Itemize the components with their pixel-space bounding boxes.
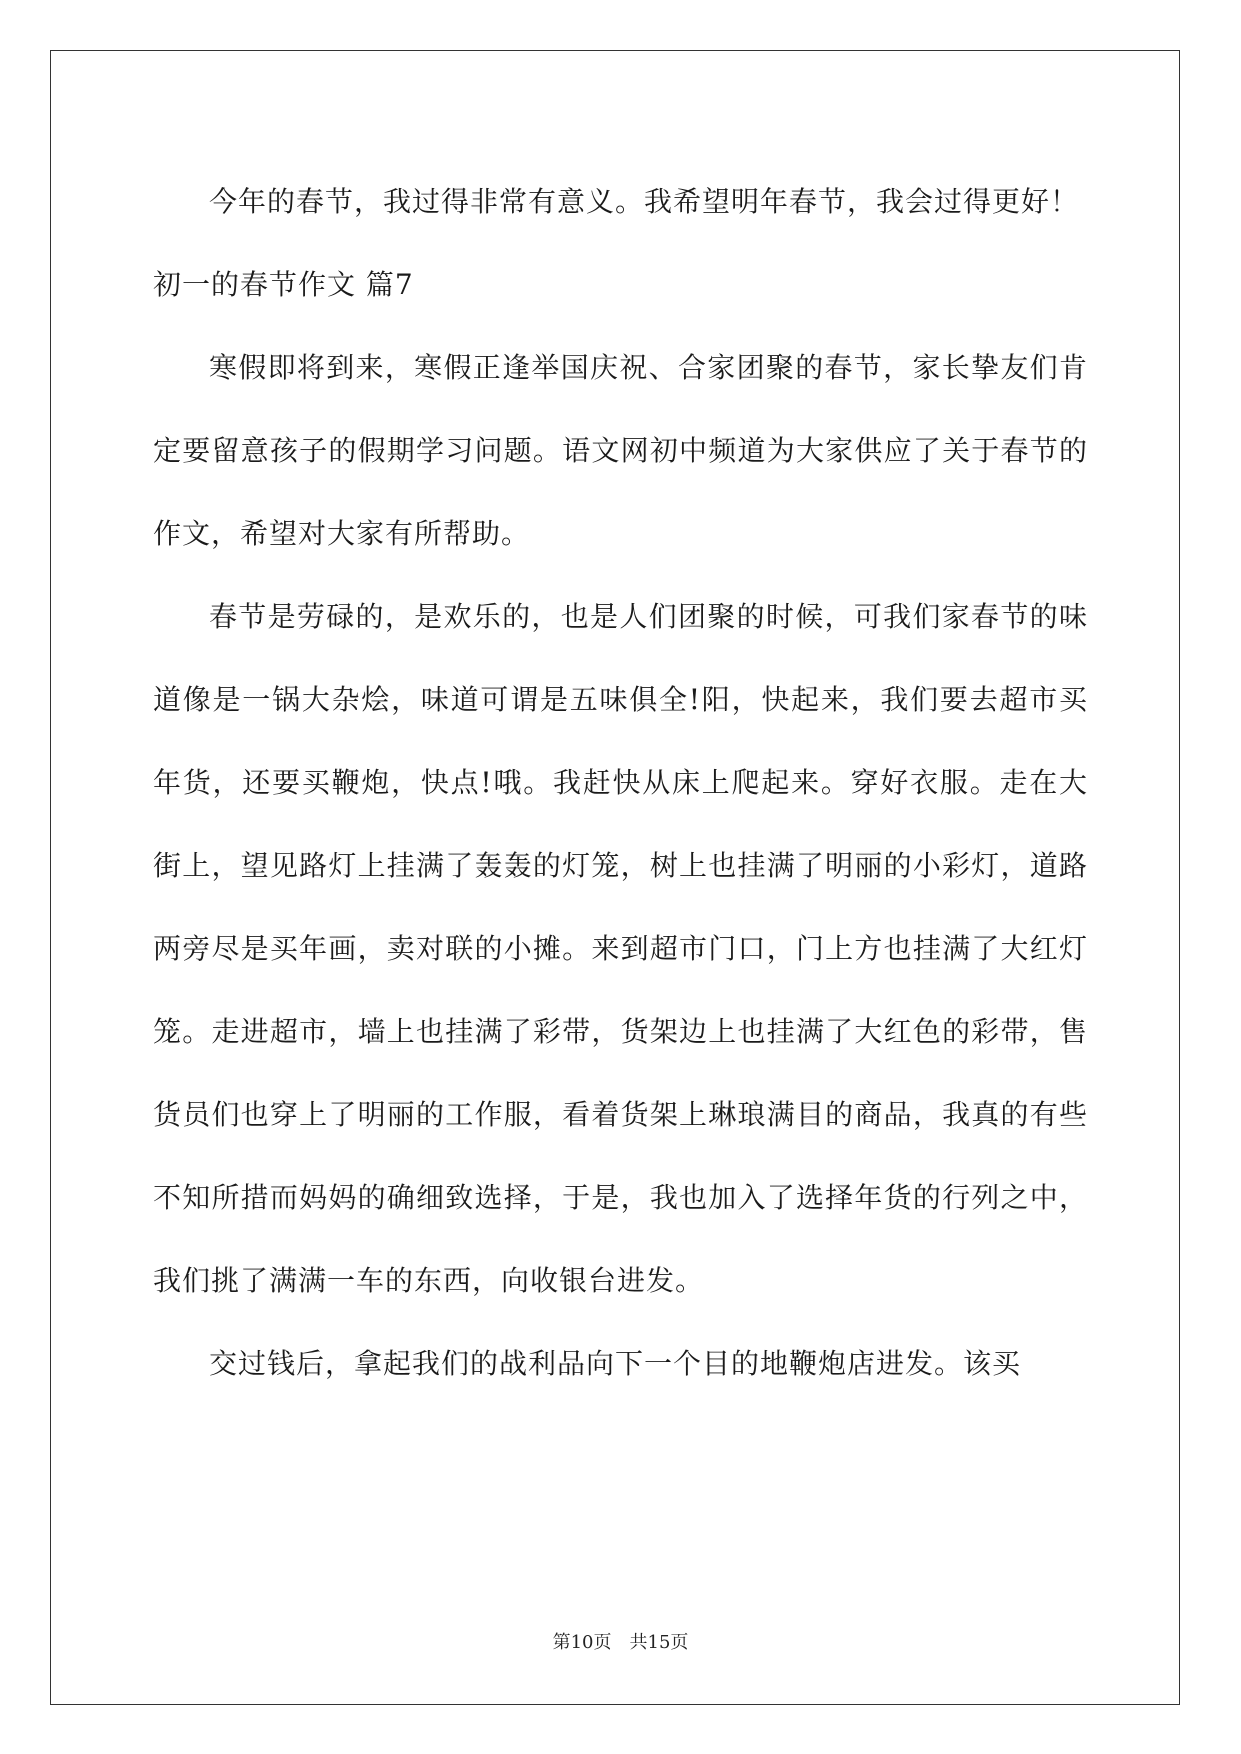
paragraph-continued: 交过钱后，拿起我们的战利品向下一个目的地鞭炮店进发。该买 bbox=[209, 1347, 1022, 1380]
page-footer bbox=[0, 1628, 1241, 1654]
paragraph-closing: 今年的春节，我过得非常有意义。我希望明年春节，我会过得更好！ bbox=[209, 185, 1080, 218]
page-total: 共15页 bbox=[629, 1632, 689, 1653]
page-number: 第10页 bbox=[552, 1632, 612, 1653]
paragraph-main: 春节是劳碌的，是欢乐的，也是人们团聚的时候，可我们家春节的味道像是一锅大杂烩，味道可谓是五味俱全!阳，快起来，我们要去超市买年货，还要买鞭炮，快点!哦。我赶快从床上爬起来。穿好衣服。走在大街上，望见路灯上挂满了轰轰的灯笼，树上也挂满了明丽的小彩灯，道路两旁尽是买年画，卖对联的小摊。来到超市门口，门上方也挂满了大红灯笼。走进超市，墙上也挂满了彩带，货架边上也挂满了大红色的彩带，售货员们也穿上了明丽的工作服，看着货架上琳琅满目的商品，我真的有些不知所措而妈妈的确细致选择，于是，我也加入了选择年货的行列之中，我们挑了满满一车的东西，向收银台进发。 bbox=[153, 600, 1088, 1297]
paragraph-intro: 寒假即将到来，寒假正逢举国庆祝、合家团聚的春节，家长挚友们肯定要留意孩子的假期学习问题。语文网初中频道为大家供应了关于春节的作文，希望对大家有所帮助。 bbox=[153, 351, 1088, 550]
document-body bbox=[153, 160, 1088, 1405]
section-heading: 初一的春节作文 篇7 bbox=[153, 268, 414, 301]
